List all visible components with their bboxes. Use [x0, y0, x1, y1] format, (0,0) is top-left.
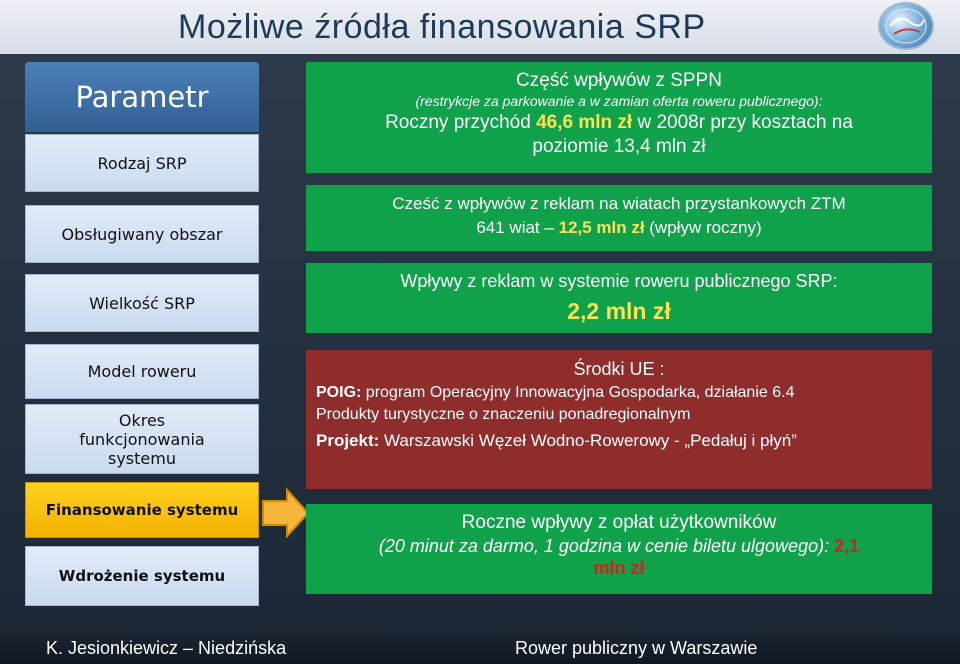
box5-details-line	[306, 536, 932, 557]
box2-title: Cześć z wpływów z reklam na wiatach przystankowych ZTM	[392, 194, 846, 213]
param-item-okres: Okres funkcjonowania systemu	[25, 404, 259, 474]
box5-title: Roczne wpływy z opłat użytkowników	[461, 512, 777, 533]
box4-project-label: Projekt:	[316, 431, 380, 450]
param-item-wdrozenie: Wdrożenie systemu	[25, 546, 259, 606]
box2-value: 12,5 mln zł	[558, 218, 645, 237]
param-item-model: Model roweru	[25, 344, 259, 399]
box4-poig-label: POIG:	[316, 384, 362, 401]
box1-revenue	[306, 112, 932, 134]
box4-products-line: Produkty turystyczne o znaczeniu ponadregionalnym	[316, 406, 691, 423]
funding-box-user-fees	[306, 504, 932, 594]
box2-value-suffix: (wpływ roczny)	[644, 218, 762, 237]
box3-value: 2,2 mln zł	[567, 298, 671, 324]
footer	[0, 630, 960, 664]
box4-project-text: Warszawski Węzeł Wodno-Rowerowy - „Pedałuj i płyń”	[379, 431, 797, 450]
param-item-wielkosc: Wielkość SRP	[25, 274, 259, 332]
box1-revenue-value: 46,6 mln zł	[536, 112, 633, 133]
funding-box-srp-ads	[306, 263, 932, 333]
box2-value-line	[306, 218, 932, 238]
title-bar	[0, 0, 960, 54]
funding-box-sppn	[306, 62, 932, 173]
funding-box-ztm	[306, 185, 932, 251]
box1-revenue-label: Roczny przychód	[385, 112, 537, 133]
box1-subtitle: (restrykcje za parkowanie a w zamian oferta roweru publicznego):	[415, 93, 823, 109]
box1-revenue-suffix: w 2008r przy kosztach na	[632, 112, 853, 133]
box4-poig-text: program Operacyjny Innowacyjna Gospodarka, działanie 6.4	[361, 384, 795, 401]
box4-title: Środki UE :	[573, 359, 665, 379]
box3-title: Wpływy z reklam w systemie roweru publicznego SRP:	[400, 271, 838, 291]
param-item-obszar: Obsługiwany obszar	[25, 205, 259, 263]
box4-project-line	[316, 430, 932, 452]
param-item-finansowanie: Finansowanie systemu	[25, 482, 259, 538]
box5-value: 2,1	[834, 536, 860, 556]
box2-value-label: 641 wiat –	[476, 218, 559, 237]
box5-details: (20 minut za darmo, 1 godzina w cenie biletu ulgowego):	[378, 536, 835, 556]
footer-author: K. Jesionkiewicz – Niedzińska	[46, 638, 287, 658]
box5-value-unit: mln zł	[593, 558, 645, 578]
funding-box-eu	[306, 350, 932, 489]
param-header: Parametr	[25, 62, 259, 132]
param-item-rodzaj: Rodzaj SRP	[25, 134, 259, 192]
globe-logo-icon	[878, 2, 934, 50]
arrow-right-icon	[261, 487, 311, 539]
box1-title: Część wpływów z SPPN	[516, 70, 722, 91]
box4-poig-line	[316, 382, 932, 404]
footer-topic: Rower publiczny w Warszawie	[515, 638, 758, 658]
box1-cost: poziomie 13,4 mln zł	[532, 136, 706, 157]
slide-title: Możliwe źródła finansowania SRP	[178, 8, 706, 46]
